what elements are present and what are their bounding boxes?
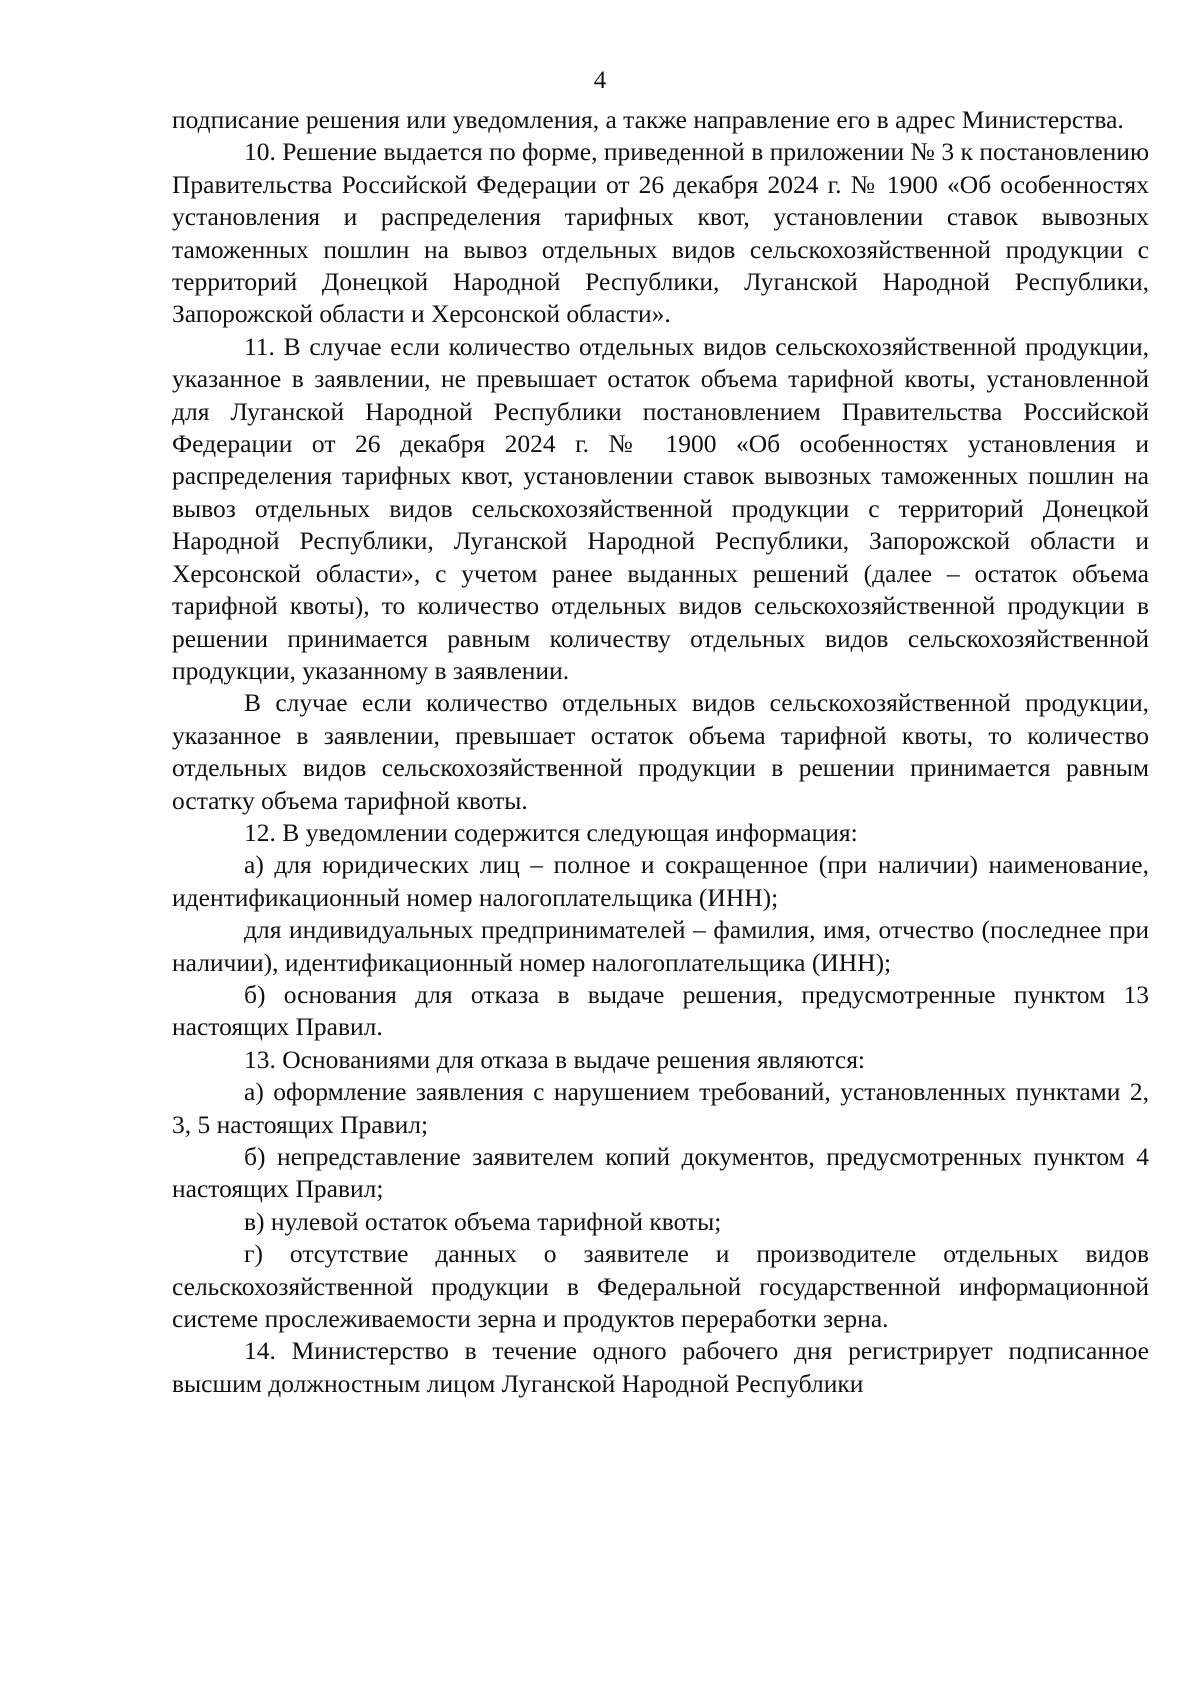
paragraph-item-13-b: б) непредставление заявителем копий документов, предусмотренных пунктом 4 настоящих Правил;: [172, 1142, 1149, 1204]
paragraph-item-12-a: а) для юридических лиц – полное и сокращенное (при наличии) наименование, идентификационный номер налогоплательщика (ИНН);: [172, 850, 1149, 912]
document-body: [172, 104, 1149, 1400]
page-number: 4: [593, 67, 607, 94]
paragraph-item-11: 11. В случае если количество отдельных видов сельскохозяйственной продукции, указанное в заявлении, не превышает остаток объема тарифной квоты, установленной для Луганской Народной Республики постановлением Правительства Российской Федерации от 26 декабря 2024 г. № 1900 «Об особенностях установления и распределения тарифных квот, установлении ставок вывозных таможенных пошлин на вывоз отдельных видов сельскохозяйственной продукции с территорий Донецкой Народной Республики, Луганской Народной Республики, Запорожской области и Херсонской области», с учетом ранее выданных решений (далее – остаток объема тарифной квоты), то количество отдельных видов сельскохозяйственной продукции в решении принимается равным количеству отдельных видов сельскохозяйственной продукции, указанному в заявлении.: [172, 331, 1149, 685]
paragraph-item-14: 14. Министерство в течение одного рабочего дня регистрирует подписанное высшим должностным лицом Луганской Народной Республики: [172, 1336, 1149, 1398]
paragraph-item-12-a-entrepreneurs: для индивидуальных предпринимателей – фамилия, имя, отчество (последнее при наличии), идентификационный номер налогоплательщика (ИНН);: [172, 915, 1149, 977]
paragraph-item-11-excess: В случае если количество отдельных видов сельскохозяйственной продукции, указанное в заявлении, превышает остаток объема тарифной квоты, то количество отдельных видов сельскохозяйственной продукции в решении принимается равным остатку объема тарифной квоты.: [172, 688, 1149, 815]
paragraph-item-13: 13. Основаниями для отказа в выдаче решения являются:: [244, 1044, 866, 1074]
paragraph-item-13-v: в) нулевой остаток объема тарифной квоты;: [244, 1206, 722, 1236]
paragraph-item-10: 10. Решение выдается по форме, приведенной в приложении № 3 к постановлению Правительства Российской Федерации от 26 декабря 2024 г. № 1900 «Об особенностях установления и распределения тарифных квот, установлении ставок вывозных таможенных пошлин на вывоз отдельных видов сельскохозяйственной продукции с территорий Донецкой Народной Республики, Луганской Народной Республики, Запорожской области и Херсонской области».: [172, 137, 1149, 329]
paragraph-item-13-g: г) отсутствие данных о заявителе и производителе отдельных видов сельскохозяйственной продукции в Федеральной государственной информационной системе прослеживаемости зерна и продуктов переработки зерна.: [172, 1239, 1149, 1334]
paragraph-item-12: 12. В уведомлении содержится следующая информация:: [244, 817, 858, 847]
paragraph-item-13-a: а) оформление заявления с нарушением требований, установленных пунктами 2, 3, 5 настоящих Правил;: [172, 1077, 1149, 1139]
paragraph-item-12-b: б) основания для отказа в выдаче решения, предусмотренные пунктом 13 настоящих Правил.: [172, 979, 1149, 1042]
paragraph-continuation: подписание решения или уведомления, а также направление его в адрес Министерства.: [172, 105, 1124, 134]
